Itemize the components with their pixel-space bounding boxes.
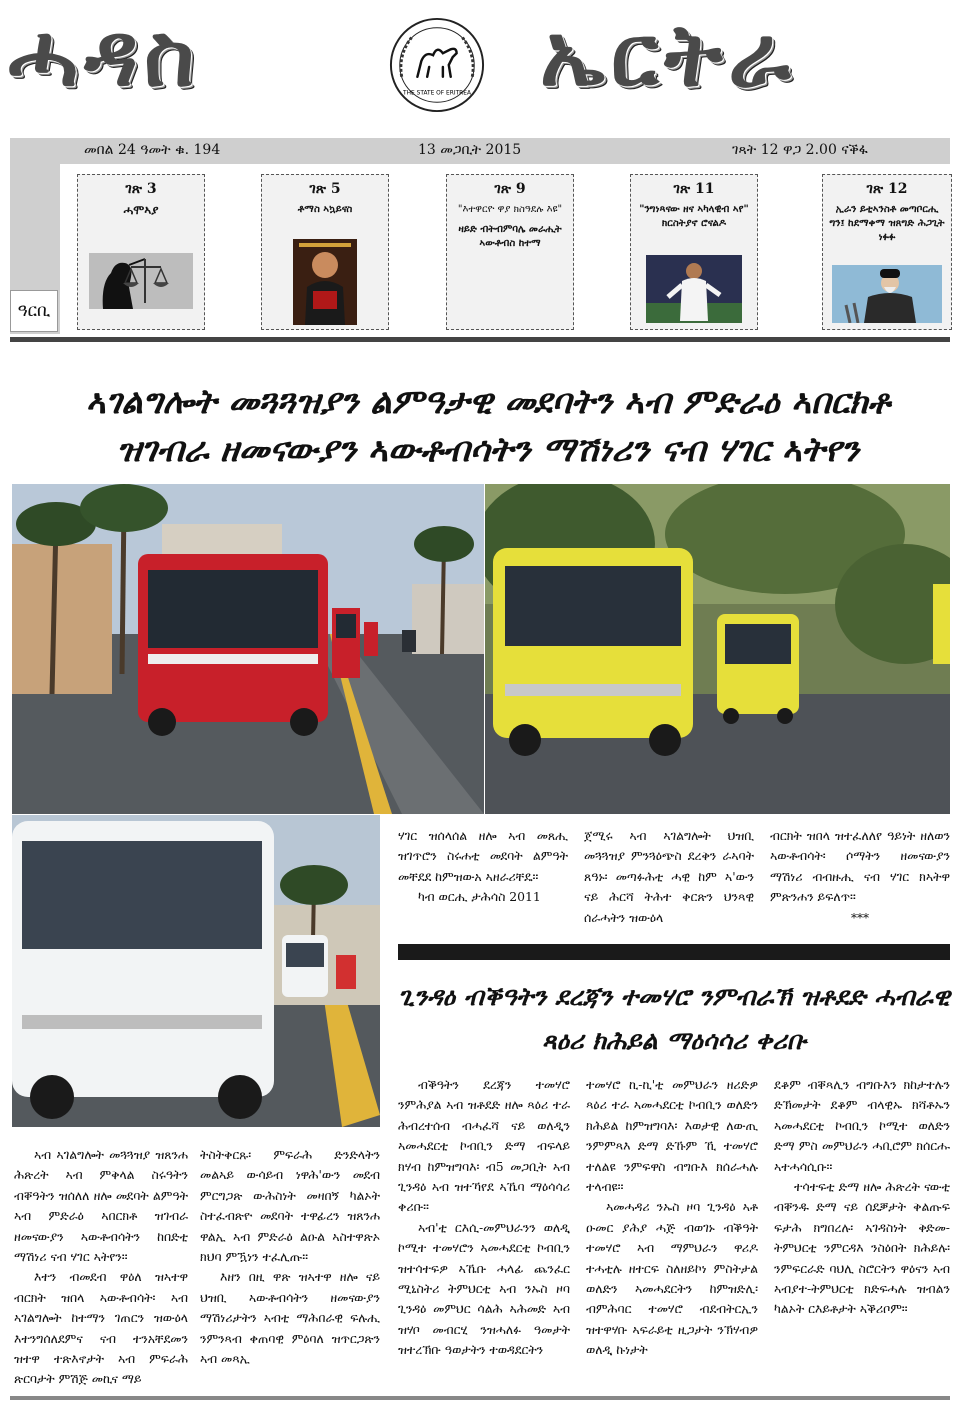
article2-headline-line2: ጻዕሪ ክሕይል ማዕሳሳሪ ቀሪቡ [541, 1026, 807, 1055]
pages-price: ገጻት 12 ዋጋ 2.00 ናቕፋ [732, 142, 868, 158]
photo-red-buses [12, 484, 484, 814]
masthead-title-left: ሓዳስ [8, 5, 201, 106]
index-page: ገጽ 5 [309, 181, 341, 197]
section-rule [10, 337, 950, 342]
photo-yellow-buses [485, 484, 950, 814]
article2-headline [398, 975, 950, 1063]
masthead-title-right: ኤርትራ [540, 5, 797, 106]
paragraph: ተሳተፍቲ ድማ ዘሎ ሕጽረት ናውቲ ብቐንዱ ድማ ናይ ሰደቓታት ቅልጡፍ ፍታሕ ክግበረሉ፡ ኣገዳስነት ቅድመ-ትምህርቲ ንምርዳእ ንስዕበት ክሕይሉ፡ ንምፍርራድ ባህሊ ስሮርትን ዋዕናን ኣብ ኣብያተ-ትምህርቲ ክድፍሓሉ ዝብልን ካልኦት ርእይቶታት ኣቕሪቦም። [774, 1179, 950, 1317]
article1-col2 [200, 1145, 380, 1369]
paragraph: እዘን በዚ ዋጽ ዝኣተዋ ዘሎ ናይ ህዝቢ ኣውቶብሳትን ዘመናውያን ማሽነሪታትን ኣብቲ ማሕበራዊ ፍሉሒ ንምንጻብ ቀጠባዊ ምዕባለ ዝጥርጋጽን ኣብ መጻኢ [200, 1269, 380, 1367]
article1-col3 [398, 826, 568, 908]
index-box-page3[interactable] [77, 174, 205, 330]
paragraph: ኣብ ኣገልግሎት መጓጓዝያ ዝጸንሐ ሕጽረት ኣብ ምቅላል ስሩዓትን ብቐዓትን ዝሰለለ ዘሎ መደባት ልምዓት ኣብ ምድራዕ ኣበርክቶ ዝገብራ ዘመናውያን ኣውቶብሳትን ከበድቲ ማሽነሪ ናብ ሃገር ኣትየን። [14, 1147, 188, 1265]
footer-rule [10, 1396, 950, 1400]
index-box-page11[interactable] [630, 174, 758, 330]
paragraph: ካብ ወርሒ ታሕሳስ 2011 [418, 889, 541, 905]
issue-date: 13 መጋቢት 2015 [418, 142, 522, 158]
day-label: ዓርቢ [10, 290, 58, 332]
photo-white-buses [12, 815, 380, 1127]
index-title: ቶማስ ኣኳይናስ [297, 204, 353, 215]
emblem-text: THE STATE OF ERITREA [403, 90, 471, 97]
index-page: ገጽ 9 [494, 181, 526, 197]
index-title: ኢራን ይቲኣንስቶ መጣቦርሒ ግን፤ ከደማቀማ ዝጸግድ ሕጋጊት ነፉፉ [829, 204, 945, 243]
main-headline [40, 378, 936, 474]
justice-scales-icon [89, 253, 193, 309]
paragraph: ብቕዓትን ደረጃን ተመሃሮ ንምሕያል ኣብ ዝቶደድ ዘሎ ጻዕሪ ተራ ሕብረተሰብ ብሓፈሻ ናይ ወለዲን ኣመሓደርቲ ኮብቢን ድማ ብፍላይ ክሃብ ከምዝግባእ፡ ብ5 መጋቢት ኣብ ጊንዳዕ ኣብ ዝተኻየደ ኣኼባ ማዕሳሳሪ ቀሪቡ። [398, 1077, 570, 1215]
masthead [0, 0, 976, 135]
info-bar [10, 138, 950, 164]
paragraph: ትስትቅርጹ፡ ምፍራሕ ድንድላትን መልኣይ ውሳይብ ነዋሕ'ውን መደብ ምርግጋጽ ውሕስነት መዛበኝ ካልኦት ስተፈብጽዮ መደባት ተዋፊረን ዝጸንሐ ዋልኢ ኣብ ምድራዕ ልዑል ኣስተዋጽኦ ክህባ ምዃነን ተፈሊጡ። [200, 1147, 380, 1265]
index-page: ገጽ 11 [673, 181, 715, 197]
index-page: ገጽ 12 [866, 181, 908, 197]
index-box-page5[interactable] [261, 174, 389, 330]
index-box-page12[interactable] [822, 174, 952, 330]
end-marker: *** [851, 910, 869, 925]
article1-col1 [14, 1145, 188, 1390]
index-title: ሓሞኣያ [123, 203, 159, 217]
footballer-photo-icon [646, 255, 742, 323]
article2-col2 [586, 1075, 758, 1361]
index-box-page9[interactable] [446, 174, 574, 330]
issue-volume: መበል 24 ዓመት ቁ. 194 [84, 142, 221, 158]
paragraph: ኣብ'ቲ ርእሲ-መምህራንን ወለዲ ኮሚተ ተመሃሮን ኣመሓደርቲ ኮብቢን ዝተሳተፍዎ ኣኼቡ ሓላፊ ጨንፈር ሚኒስትሪ ትምህርቲ ኣብ ንኡስ ዞባ ጊንዳዕ መምህር ሳልሕ ኣሕመድ ኣብ ዝሃቦ መብርሂ ንዝሓለፉ ዓመታት ዝተረኽቡ ዓወታትን ተወዳደርትን [398, 1219, 570, 1358]
main-headline-line2: ዝገብራ ዘመናውያን ኣውቶብሳትን ማሽነሪን ናብ ሃገር ኣትየን [116, 430, 860, 470]
portrait-thomas-aquinas-icon [293, 239, 357, 325]
paragraph: ጀሚሩ ኣብ ኣገልግሎት ህዝቢ መጓጓዝያ ምንጓዕጭስ ደረቅን ራኣባት ጸዓኑ፡ መጣፉሕቲ ሓዊ ከም ኣ'ውን ናይ ሕርሻ ትሕተ ቅርጽን ህንጻዊ ሰራሓትን ዝውዕላ [584, 828, 754, 925]
index-title: "ንግነጻናው ዘና ኣካላዊብ ኣየ" ክርስትያኖ ሮናልዶ [639, 204, 749, 229]
article2-headline-line1: ጊንዳዕ ብቕዓትን ደረጃን ተመሃሮ ንምብራኽ ዝቶደድ ሓብራዊ [398, 982, 950, 1011]
article-divider [398, 944, 950, 960]
portrait-cleric-icon [832, 265, 942, 323]
paragraph: ተመሃሮ ኪ-ኪ'ቲ መምህራን ዘሪድዎ ጻዕሪ ተራ ኣመሓደርቲ ኮብቢን ወለድን ክሕይል ከምዝግባእ፡ እወታዊ ለውጢ ንምምጻእ ድማ ድኹም ኺ ተመሃሮ ተለልዩ ንምፍዋስ ብግቡእ ክሰራሓሉ ተላብዩ። [586, 1077, 758, 1195]
paragraph: ሃገር ዝሰላሰል ዘሎ ኣብ መጸሒ ዝገጥሮን ስሩሐቲ መደባት ልምዓት መቸደደ ከምዝውአ ኣዘራሪቸዴ። [398, 828, 568, 884]
main-headline-line1: ኣገልግሎት መጓጓዝያን ልምዓታዊ መደባትን ኣብ ምድራዕ ኣበርክቶ [85, 382, 891, 422]
paragraph: ደቆም ብቐጻሊን ብግቡእን ክከታተሉን ድኽመታት ደቆም ብላዊኡ ክሻቶኡን ኣመሓደርቲ ኮብቢን ኮሚተ ወለድን ድማ ምስ መምህራን ሓቢሮም ክሰርሑ ኣተሓሳሲቡ። [774, 1077, 950, 1174]
article2-col1 [398, 1075, 570, 1361]
state-emblem-icon [388, 16, 486, 114]
article1-col5 [770, 826, 950, 928]
article2-col3 [774, 1075, 950, 1320]
index-title: "እተዋርዮ ዋያ ክስዓደሉ እዩ" [457, 204, 563, 215]
paragraph: ብርክት ዝበላ ዝተፈለለየ ዓይነት ዘለወን ኣውቶብሳት፡ ሶማትን ዘመናውያን ማሽነሪ ብብዙሒ ናብ ሃገር ክኣትዋ ምጽንሐን ይፍለጥ። [770, 828, 950, 905]
article1-col4 [584, 826, 754, 928]
index-page: ገጽ 3 [125, 181, 157, 197]
paragraph: ኣመሓዳሪ ንኡስ ዞባ ጊንዳዕ ኣቶ ዑመር ያሕያ ሓጅ ብወገኑ ብቕዓት ተመሃሮ ኣብ ማምህራን ዋሪዶ ተሓቲሉ ዘተርፍ ስለዘይኮነ ምስትታል ወለድን ኣመሓደርትን ከምዝድሊ፡ ብምሕባር ተመሃሮ ብደብትርኢን ዝተዋሃቡ ኣፍራይቲ ዚጋታት ንኽሃብዎ ወለዲ ኩነታት [586, 1199, 758, 1358]
index-subtitle: ዛይድ ብትብምባሌ መራሒት ኣውቶብስ ከተማ [458, 224, 562, 249]
paragraph: እተን ብመደብ ዋዕለ ዝኣተዋ ብርክት ዝበላ ኣውቶብሳት፡ ኣብ ኣገልግሎት ከተማን ገጠርን ዝውዕላ እተንግሰለደምና ናብ ተንአቸደመን ዝተዋ ተጽእኖታት ኣብ ምፍራሕ ጽርባታት ምሽጅ መኪና ማይ [14, 1269, 188, 1387]
